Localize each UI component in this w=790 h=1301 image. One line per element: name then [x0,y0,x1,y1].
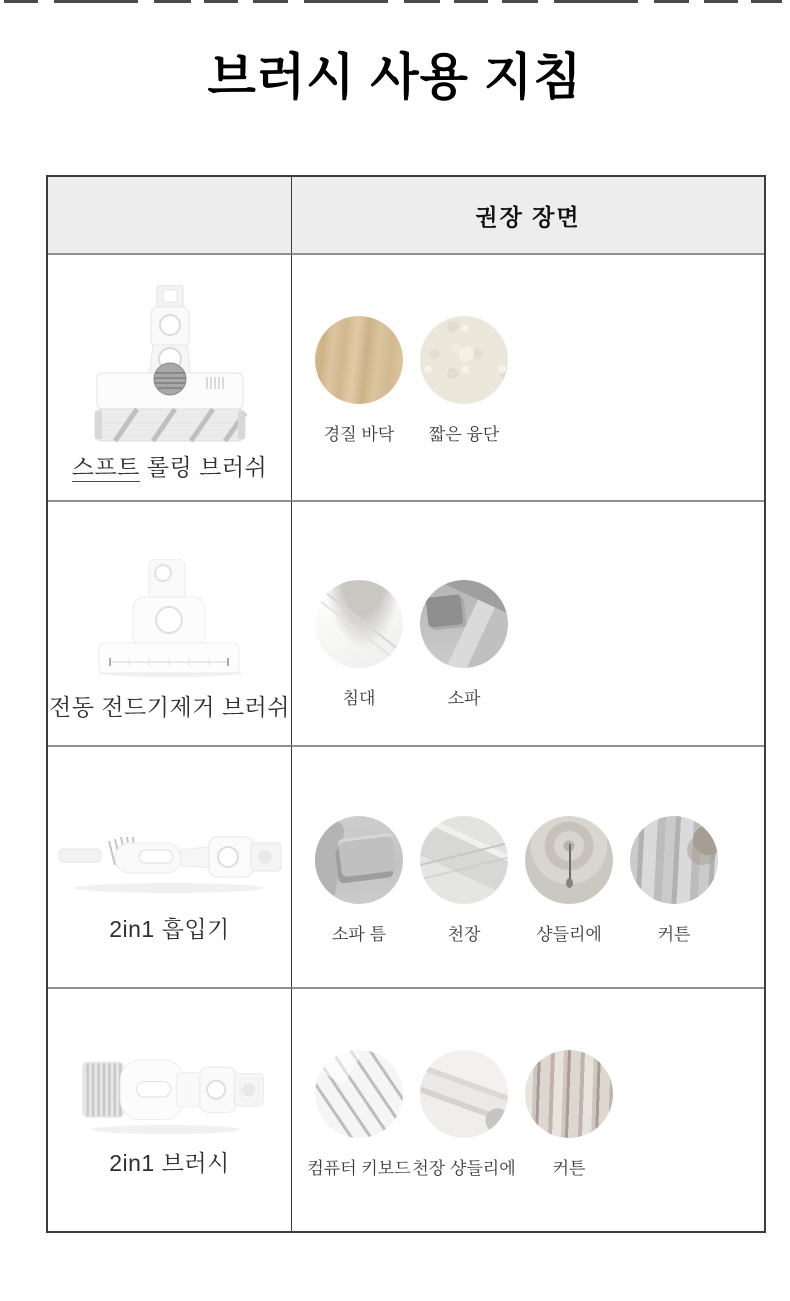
scene-chandelier [525,816,613,945]
scene-ceiling-chandelier [412,1050,516,1179]
scene-short-carpet [420,316,508,445]
scene-label: 소파 틈 [332,925,386,944]
product-cell-2in1-brush [48,987,292,1231]
product-label-rest: 롤링 브러쉬 [139,454,268,480]
scene-label: 샹들리에 [536,925,602,944]
scene-photo-sofa-gap [315,816,403,904]
scenes-cell-row3 [292,745,764,987]
cropped-text-remnant [4,0,782,3]
scene-label: 컴퓨터 키보드 [307,1159,411,1178]
product-cell-soft-rolling-brush [48,253,292,500]
electric-mite-removal-brush-image [85,559,255,679]
product-label: 2in1 흡입기 [109,916,230,942]
scene-photo-computer-keyboard [315,1050,403,1138]
scene-bed [315,580,403,709]
scenes-cell-row2 [292,500,764,745]
scene-photo-ceiling [420,816,508,904]
product-cell-mite-removal-brush [48,500,292,745]
scene-curtain [630,816,718,945]
scene-photo-chandelier [525,816,613,904]
scene-label: 경질 바닥 [323,425,395,444]
scenes-cell-row4 [292,987,764,1231]
scene-ceiling [420,816,508,945]
scene-curtain-2 [525,1050,613,1179]
product-label: 2in1 브러시 [109,1150,230,1176]
scene-photo-curtain [525,1050,613,1138]
scene-label: 천장 [447,925,481,944]
scene-label: 천장 샹들리에 [412,1159,516,1178]
scene-label: 침대 [342,689,376,708]
table-header-empty-cell [48,177,292,253]
product-cell-2in1-suction [48,745,292,987]
scene-photo-hard-floor [315,316,403,404]
scene-sofa [420,580,508,709]
scenes-cell-row1 [292,253,764,500]
soft-rolling-brush-image [85,285,255,443]
scene-label: 짧은 융단 [428,425,500,444]
scene-label: 소파 [447,689,481,708]
scene-photo-short-carpet [420,316,508,404]
recommended-scenes-label: 권장 장면 [475,203,581,230]
scene-label: 커튼 [552,1159,586,1178]
2in1-brush-image [75,1049,265,1135]
scene-photo-bed [315,580,403,668]
product-label-underlined: 스프트 [71,454,140,480]
page-title: 브러시 사용 지침 [207,49,583,105]
scene-computer-keyboard [307,1050,411,1179]
scene-photo-sofa [420,580,508,668]
scene-photo-ceiling-chandelier [420,1050,508,1138]
brush-usage-table [46,175,766,1233]
table-header-recommended-scenes [292,177,764,253]
scene-label: 커튼 [657,925,691,944]
product-label: 전동 전드기제거 브러쉬 [49,694,290,720]
scene-hard-floor [315,316,403,445]
scene-sofa-gap [315,816,403,945]
scene-photo-curtain [630,816,718,904]
2in1-suction-nozzle-image [57,817,282,897]
product-label [72,449,268,482]
